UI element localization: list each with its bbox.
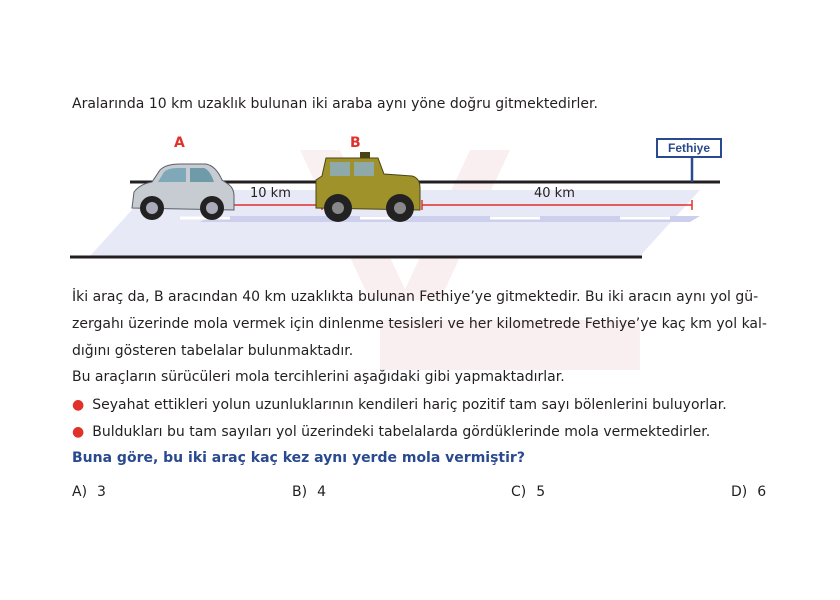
bullet-item [72, 422, 710, 442]
option-key: D) [731, 484, 748, 500]
option-a[interactable] [72, 484, 106, 500]
option-value: 3 [97, 484, 106, 500]
bullet-text: Seyahat ettikleri yolun uzunluklarının kendileri hariç pozitif tam sayı bölenlerini buluyorlar. [92, 397, 727, 413]
fethiye-sign: Fethiye [656, 138, 722, 158]
option-value: 4 [317, 484, 326, 500]
option-key: C) [511, 484, 527, 500]
intro-text: Aralarında 10 km uzaklık bulunan iki araba aynı yöne doğru gitmektedirler. [72, 96, 598, 112]
paragraph-line: dığını gösteren tabelalar bulunmaktadır. [72, 343, 354, 359]
problem-paragraph [72, 284, 772, 364]
question-text: Buna göre, bu iki araç kaç kez aynı yerde mola vermiştir? [72, 450, 525, 466]
distance-ab-label: 10 km [250, 186, 291, 201]
paragraph-line: Bu araçların sürücüleri mola tercihlerini aşağıdaki gibi yapmaktadırlar. [72, 369, 565, 385]
road-figure [60, 130, 760, 270]
option-key: A) [72, 484, 88, 500]
bullet-dot-icon: ● [72, 424, 85, 440]
option-key: B) [292, 484, 308, 500]
bullet-dot-icon: ● [72, 397, 85, 413]
road-diagram [60, 130, 760, 270]
paragraph-line: zergahı üzerinde mola vermek için dinlenme tesisleri ve her kilometrede Fethiye’ye kaç km yol kal- [72, 316, 767, 332]
bullet-text: Buldukları bu tam sayıları yol üzerindeki tabelalarda gördüklerinde mola vermektedirler. [92, 424, 711, 440]
car-a-label: A [174, 135, 185, 151]
paragraph-line: İki araç da, B aracından 40 km uzaklıkta bulunan Fethiye’ye gitmektedir. Bu iki aracın aynı yol gü- [72, 289, 759, 305]
distance-b-sign-label: 40 km [534, 186, 575, 201]
option-value: 6 [757, 484, 767, 500]
option-d[interactable] [731, 484, 766, 500]
option-c[interactable] [511, 484, 545, 500]
car-b-label: B [350, 135, 361, 151]
option-value: 5 [536, 484, 546, 500]
option-b[interactable] [292, 484, 326, 500]
bullet-item [72, 395, 727, 415]
